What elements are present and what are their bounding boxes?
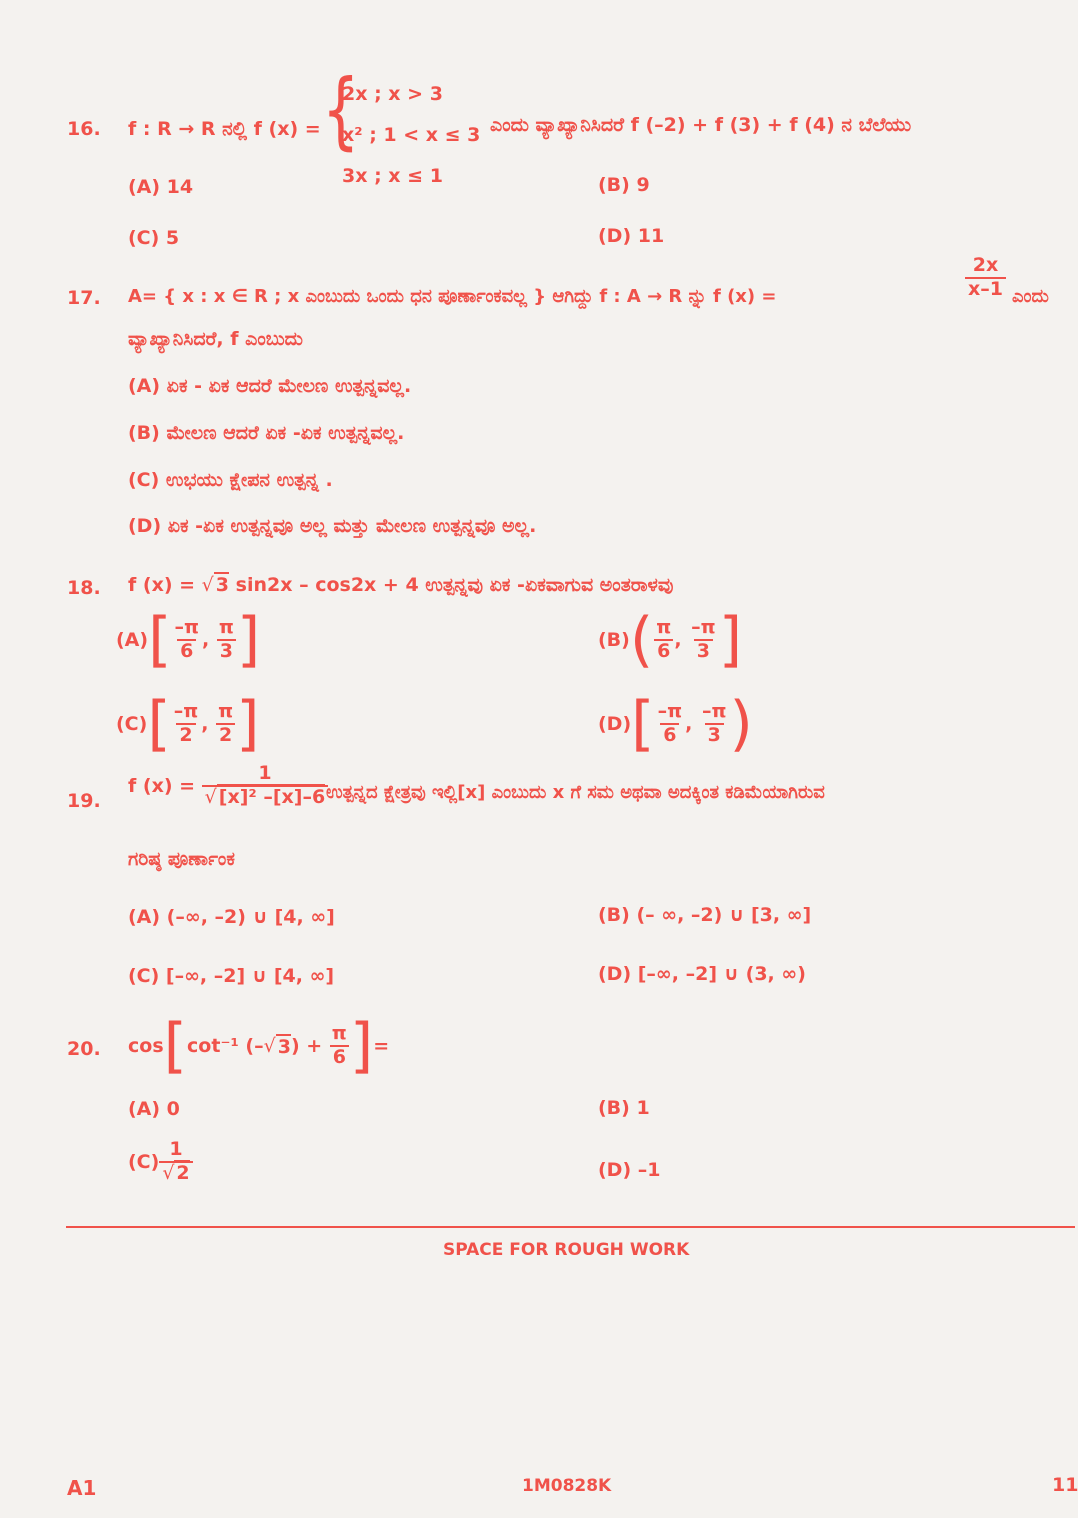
q16-lead: f : R → R ನಲ್ಲಿ f (x) = xyxy=(128,118,321,140)
q18-option-b-close: ] xyxy=(718,605,743,675)
q19-lead: f (x) = xyxy=(128,774,196,797)
q20-inner2: ) + xyxy=(290,1035,323,1057)
q18-c-num2: π xyxy=(218,700,234,723)
q18-option-d: (D) [ $\frac{-\pi}{6}$ , $\frac{-\pi}{3}$ ) xyxy=(598,689,753,759)
question-number-18: 18. xyxy=(67,577,101,599)
q18-option-a-close: ] xyxy=(236,605,261,675)
q16-cases xyxy=(342,74,480,197)
q17-option-b: (B) ಮೇಲಣ ಆದರೆ ಏಕ -ಏಕ ಉತ್ಪನ್ನವಲ್ಲ. xyxy=(128,422,405,444)
q20-tail: = xyxy=(373,1035,390,1057)
q18-d-num2: –π xyxy=(701,700,727,723)
q18-option-c-close: ] xyxy=(236,689,260,759)
q19-frac-num: 1 xyxy=(258,762,272,784)
q19-line2: ಗರಿಷ್ಠ ಪೂರ್ಣಾಂಕ xyxy=(128,848,235,870)
q16-tail: ಎಂದು ವ್ಯಾಖ್ಯಾನಿಸಿದರೆ f (–2) + f (3) + f (4) ನ ಬೆಲೆಯು xyxy=(490,114,912,136)
q18-option-d-close: ) xyxy=(729,689,753,759)
q17-frac-den: x–1 xyxy=(965,277,1006,300)
q18-b-num2: –π xyxy=(691,616,716,639)
q16-case-2: x² ; 1 < x ≤ 3 xyxy=(342,124,481,146)
q18-b-den2: 3 xyxy=(694,639,713,662)
q18-d-den1: 6 xyxy=(660,723,679,746)
q18-option-b-label: (B) xyxy=(598,629,630,651)
q19-tail: ಉತ್ಪನ್ನದ ಕ್ಷೇತ್ರವು ಇಲ್ಲಿ[x] ಎಂಬುದು x ಗೆ ಸಮ ಅಥವಾ ಅದಕ್ಕಿಂತ ಕಡಿಮೆಯಾಗಿರುವ xyxy=(326,782,825,803)
q20-frac-num: π xyxy=(331,1022,347,1045)
q17-option-a: (A) ಏಕ - ಏಕ ಆದರೆ ಮೇಲಣ ಉತ್ಪನ್ನವಲ್ಲ. xyxy=(128,375,412,397)
q17-line2: ವ್ಯಾಖ್ಯಾನಿಸಿದರೆ, f ಎಂಬುದು xyxy=(128,328,303,350)
q16-brace: { xyxy=(322,61,360,159)
q19-frac-den: √ [x]² –[x]–6 xyxy=(202,785,329,808)
q18-statement: f (x) = √ 3 sin2x – cos2x + 4 ಉತ್ಪನ್ನವು ಏಕ -ಏಕವಾಗುವ ಅಂತರಾಳವು xyxy=(128,574,674,596)
footer-code: 1M0828K xyxy=(522,1476,612,1496)
q18-option-c-label: (C) xyxy=(116,713,148,735)
q16-option-d: (D) 11 xyxy=(598,225,665,247)
page-number: 11 xyxy=(1052,1474,1078,1496)
q18-d-den2: 3 xyxy=(705,723,724,746)
q16-case-1: 2x ; x > 3 xyxy=(342,83,443,105)
q18-a-den1: 6 xyxy=(177,639,196,662)
divider-rule xyxy=(66,1226,1075,1228)
q20-inner: cot⁻¹ (– xyxy=(187,1035,264,1057)
q20-option-c xyxy=(128,1140,193,1184)
q18-radicand: 3 xyxy=(215,574,230,596)
q16-option-a: (A) 14 xyxy=(128,176,194,198)
q17-frac-num: 2x xyxy=(972,254,999,276)
q20-c-den: √ 2 xyxy=(159,1161,192,1184)
q20-option-b: (B) 1 xyxy=(598,1097,650,1119)
q18-b-den1: 6 xyxy=(654,639,673,662)
q18-lead: f (x) = xyxy=(128,574,196,596)
q18-option-d-open: [ xyxy=(631,689,655,759)
q18-option-d-label: (D) xyxy=(598,713,632,735)
q17-line1-tail: ಎಂದು xyxy=(1012,286,1049,307)
q20-option-c-label: (C) xyxy=(128,1150,160,1173)
q18-a-den2: 3 xyxy=(217,639,236,662)
q20-frac-den: 6 xyxy=(330,1045,349,1068)
q18-option-c: (C) [ $\frac{-\pi}{2}$ , $\frac{\pi}{2}$ ] xyxy=(116,689,260,759)
q18-a-num1: –π xyxy=(174,616,200,639)
q20-c-num: 1 xyxy=(169,1138,183,1160)
q18-a-num2: π xyxy=(218,616,234,639)
q20-lead: cos xyxy=(128,1035,164,1057)
q18-c-den1: 2 xyxy=(176,723,195,746)
q17-option-d: (D) ಏಕ -ಏಕ ಉತ್ಪನ್ನವೂ ಅಲ್ಲ ಮತ್ತು ಮೇಲಣ ಉತ್ಪನ್ನವೂ ಅಲ್ಲ. xyxy=(128,515,537,537)
q18-option-a-open: [ xyxy=(148,605,172,675)
footer-left: A1 xyxy=(67,1476,97,1500)
q18-option-a-label: (A) xyxy=(116,629,149,651)
rough-work-label: SPACE FOR ROUGH WORK xyxy=(443,1240,690,1260)
q20-option-a: (A) 0 xyxy=(128,1098,180,1120)
q19-option-b: (B) (– ∞, –2) ∪ [3, ∞] xyxy=(598,904,812,926)
q16-option-c: (C) 5 xyxy=(128,227,180,249)
question-number-20: 20. xyxy=(67,1038,101,1060)
q18-rest: sin2x – cos2x + 4 ಉತ್ಪನ್ನವು ಏಕ -ಏಕವಾಗುವ ಅಂತರಾಳವು xyxy=(235,574,674,596)
q18-option-b-open: ( xyxy=(629,605,654,675)
q17-line1: A= { x : x ∈ R ; x ಎಂಬುದು ಒಂದು ಧನ ಪೂರ್ಣಾಂಕವಲ್ಲ } ಆಗಿದ್ದು f : A → R ನ್ನು f (x) = xyxy=(128,286,777,307)
q19-option-a: (A) (–∞, –2) ∪ [4, ∞] xyxy=(128,906,335,928)
q18-d-num1: –π xyxy=(657,700,683,723)
q20-radicand: 3 xyxy=(277,1036,291,1058)
q19-statement xyxy=(128,764,328,808)
q16-option-b: (B) 9 xyxy=(598,174,650,196)
q18-option-b: (B) ( $\frac{\pi}{6}$ , $\frac{-\pi}{3}$ ] xyxy=(598,605,743,675)
q16-case-3: 3x ; x ≤ 1 xyxy=(342,165,443,187)
question-number-16: 16. xyxy=(67,118,101,140)
q17-fraction xyxy=(965,256,1006,300)
question-number-19: 19. xyxy=(67,790,101,812)
q18-option-a: (A) [ $\frac{-\pi}{6}$ , $\frac{\pi}{3}$ ] xyxy=(116,605,261,675)
q20-option-d: (D) –1 xyxy=(598,1159,661,1181)
q18-option-c-open: [ xyxy=(147,689,171,759)
q19-option-c: (C) [–∞, –2] ∪ [4, ∞] xyxy=(128,965,335,987)
q18-c-num1: –π xyxy=(173,700,199,723)
q18-b-num1: π xyxy=(656,616,672,639)
q20-statement: cos [ cot⁻¹ (– √ 3 ) + $\frac{\pi}{6}$ ] = xyxy=(128,1011,390,1081)
question-number-17: 17. xyxy=(67,287,101,309)
q18-c-den2: 2 xyxy=(216,723,235,746)
q17-option-c: (C) ಉಭಯು ಕ್ಷೇಪನ ಉತ್ಪನ್ನ . xyxy=(128,469,333,491)
q19-option-d: (D) [–∞, –2] ∪ (3, ∞) xyxy=(598,963,806,985)
